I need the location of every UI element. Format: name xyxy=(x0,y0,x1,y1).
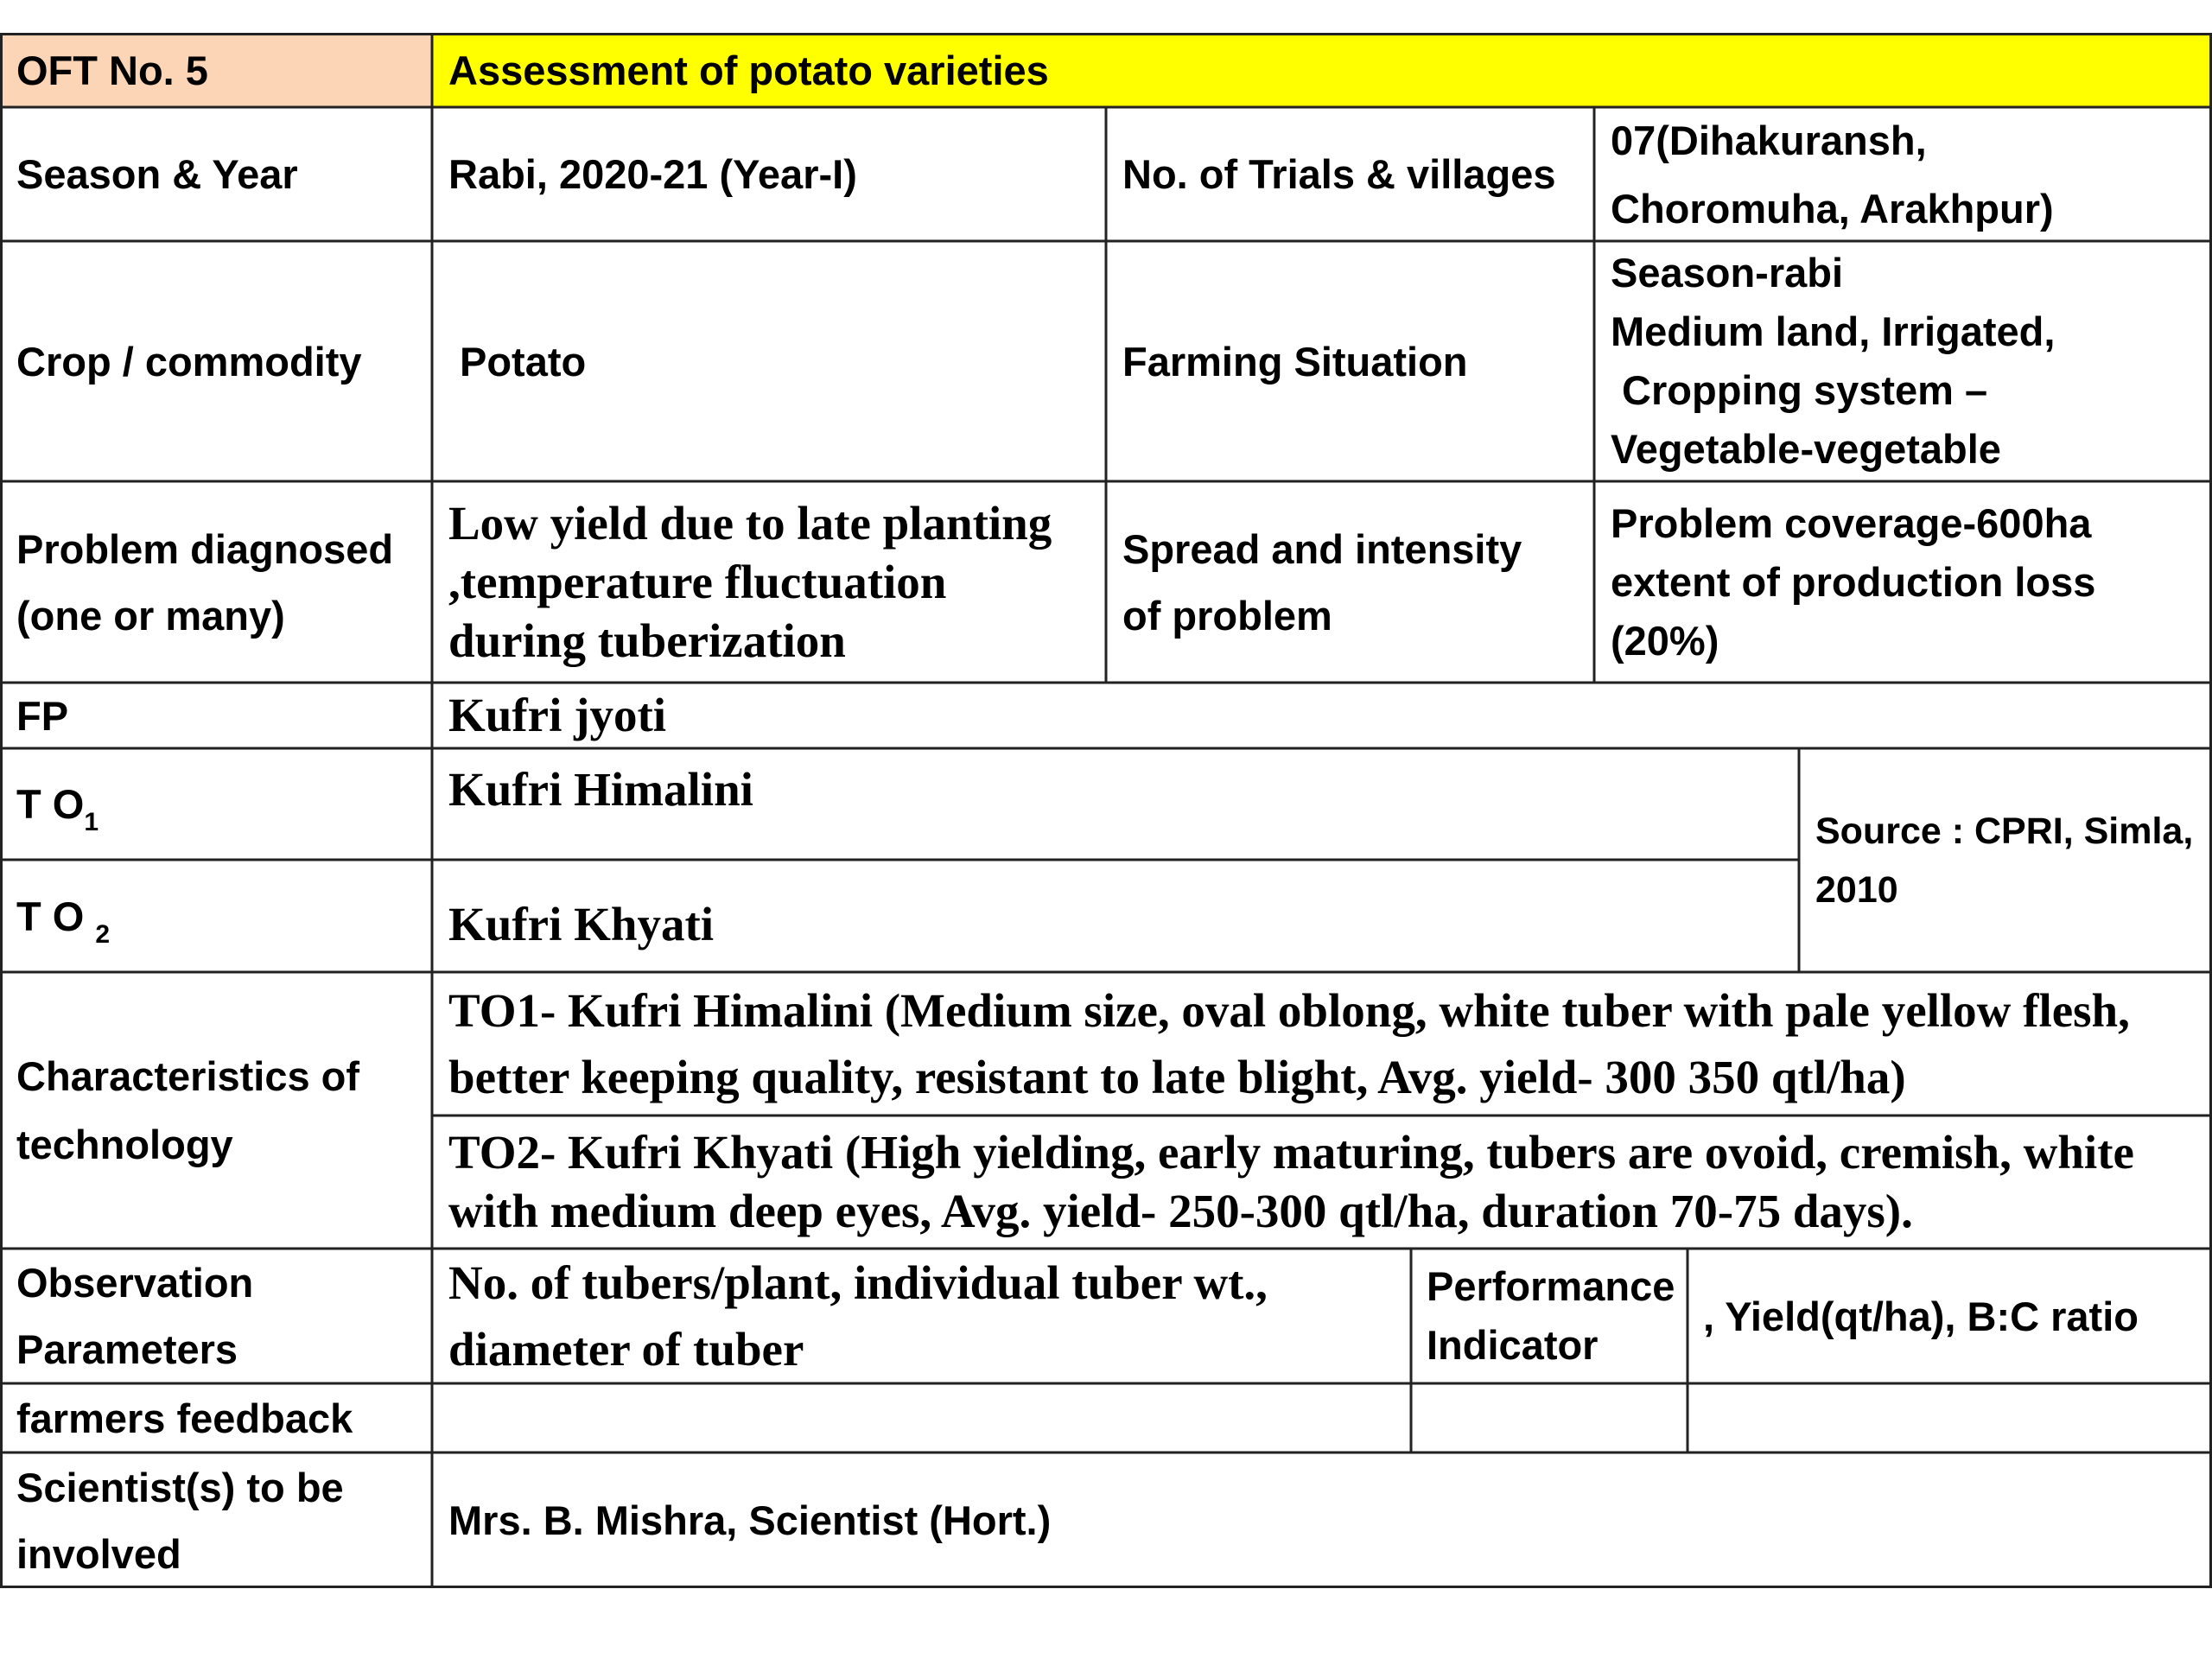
trials-value xyxy=(1594,107,2212,241)
observation-label-text: Observation Parameters xyxy=(16,1260,254,1372)
characteristics-label xyxy=(0,972,432,1249)
spread-label-text: Spread and intensity of problem xyxy=(1122,525,1522,639)
fp-value-text: Kufri jyoti xyxy=(448,689,667,741)
fp-value xyxy=(432,683,2212,748)
oft-table xyxy=(0,33,2212,1588)
oft-title-text: Assessment of potato varieties xyxy=(448,47,1049,93)
farming-situation-line: Medium land, Irrigated, xyxy=(1611,308,2056,354)
scientist-label-text: Scientist(s) to be involved xyxy=(16,1464,344,1577)
oft-title xyxy=(432,33,2212,107)
to1-label-sub: 1 xyxy=(84,808,99,836)
observation-label xyxy=(0,1249,432,1383)
fp-label-text: FP xyxy=(16,692,69,739)
performance-indicator-label xyxy=(1411,1249,1688,1383)
trials-label xyxy=(1106,107,1594,241)
farming-situation-label-text: Farming Situation xyxy=(1122,338,1468,385)
problem-value xyxy=(432,481,1106,683)
scientist-label xyxy=(0,1452,432,1588)
characteristics-to2 xyxy=(432,1116,2212,1249)
performance-indicator-value xyxy=(1688,1249,2212,1383)
farming-situation-line: Cropping system – xyxy=(1611,367,1988,413)
to1-label-main: T O xyxy=(16,781,85,827)
to1-value xyxy=(432,748,1799,860)
season-label xyxy=(0,107,432,241)
fp-label xyxy=(0,683,432,748)
season-label-text: Season & Year xyxy=(16,151,298,197)
crop-value-text: Potato xyxy=(460,338,587,385)
spread-value xyxy=(1594,481,2212,683)
feedback-label xyxy=(0,1383,432,1452)
characteristics-to2-text: TO2- Kufri Khyati (High yielding, early maturing, tubers are ovoid, cremish, white with medium deep eyes, Avg. yield- 250-300 qtl/ha, duration 70-75 days). xyxy=(448,1126,2134,1237)
performance-indicator-label-text: Performance Indicator xyxy=(1427,1263,1675,1368)
crop-label xyxy=(0,241,432,481)
spread-label xyxy=(1106,481,1594,683)
season-value xyxy=(432,107,1106,241)
farming-situation-label xyxy=(1106,241,1594,481)
feedback-label-text: farmers feedback xyxy=(16,1395,353,1441)
problem-value-text: Low yield due to late planting ,temperature fluctuation during tuberization xyxy=(448,496,1052,667)
oft-number xyxy=(0,33,432,107)
farming-situation-line: Season-rabi xyxy=(1611,250,1844,296)
season-value-text: Rabi, 2020-21 (Year-I) xyxy=(448,151,857,197)
farming-situation-lines xyxy=(1611,244,2055,479)
observation-value xyxy=(432,1249,1411,1383)
observation-value-text: No. of tubers/plant, individual tuber wt., diameter of tuber xyxy=(448,1256,1268,1376)
to2-label-sub: 2 xyxy=(95,919,111,949)
to2-value-text: Kufri Khyati xyxy=(448,898,715,950)
to1-label xyxy=(0,748,432,860)
crop-label-text: Crop / commodity xyxy=(16,338,362,385)
to2-label-main: T O xyxy=(16,893,85,939)
to2-label-text xyxy=(16,882,110,950)
characteristics-label-text: Characteristics of technology xyxy=(16,1053,360,1167)
to2-value xyxy=(432,860,1799,972)
characteristics-to1 xyxy=(432,972,2212,1116)
farming-situation-value xyxy=(1594,241,2212,481)
trials-label-text: No. of Trials & villages xyxy=(1122,151,1556,197)
source-note-text: Source : CPRI, Simla, 2010 xyxy=(1815,810,2194,911)
problem-label-text: Problem diagnosed (one or many) xyxy=(16,525,394,639)
oft-number-text: OFT No. 5 xyxy=(16,47,208,93)
scientist-value xyxy=(432,1452,2212,1588)
source-note xyxy=(1799,748,2212,972)
to1-label-text xyxy=(16,770,99,838)
trials-value-text: 07(Dihakuransh, Choromuha, Arakhpur) xyxy=(1611,117,2054,232)
farming-situation-line: Vegetable-vegetable xyxy=(1611,426,2001,472)
to2-label xyxy=(0,860,432,972)
to1-value-text: Kufri Himalini xyxy=(448,763,753,816)
characteristics-to1-text: TO1- Kufri Himalini (Medium size, oval oblong, white tuber with pale yellow flesh, better keeping quality, resistant to late blight, Avg. yield- 300 350 qtl/ha) xyxy=(448,984,2130,1103)
problem-label xyxy=(0,481,432,683)
crop-value xyxy=(432,241,1106,481)
scientist-value-text: Mrs. B. Mishra, Scientist (Hort.) xyxy=(448,1497,1052,1543)
spread-value-text: Problem coverage-600ha extent of production loss (20%) xyxy=(1611,499,2096,664)
performance-indicator-value-text: , Yield(qt/ha), B:C ratio xyxy=(1703,1293,2139,1339)
